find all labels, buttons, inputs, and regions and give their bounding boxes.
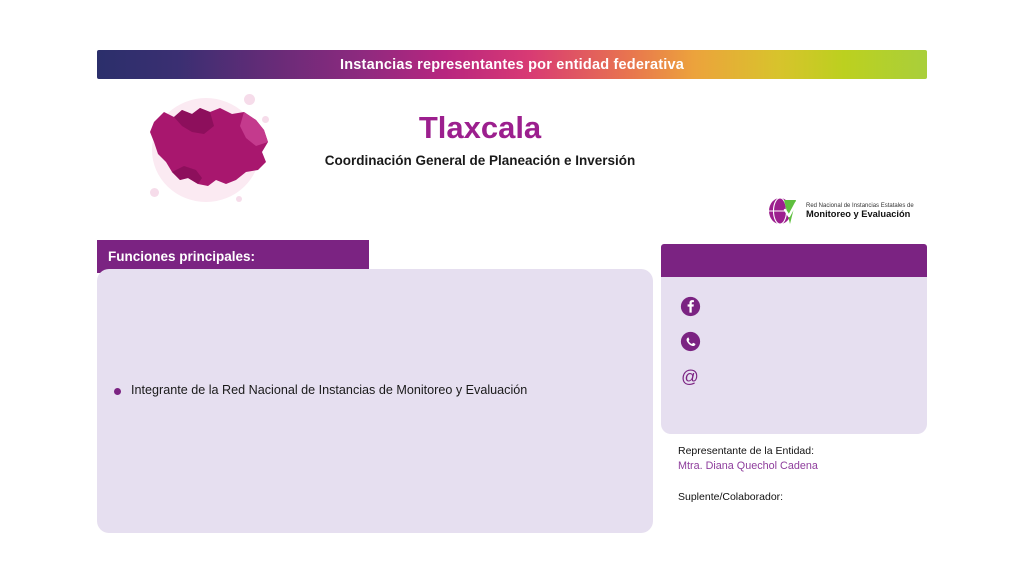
facebook-icon[interactable] — [679, 296, 701, 318]
list-item — [97, 382, 653, 399]
state-name: Tlaxcala — [418, 110, 542, 145]
contact-row-facebook[interactable] — [679, 289, 711, 324]
logo-line2: Monitoreo y Evaluación — [806, 209, 911, 220]
state-dependency: Coordinación General de Planeación e Inversión — [324, 153, 636, 168]
substitute-block — [678, 490, 938, 505]
list-item-text: Integrante de la Red Nacional de Instancias de Monitoreo y Evaluación — [131, 383, 528, 397]
whatsapp-icon[interactable] — [679, 331, 701, 353]
contact-rows — [679, 289, 711, 394]
logo-line1: Red Nacional de Instancias Estatales de — [806, 202, 914, 209]
funciones-principales-panel — [97, 269, 653, 533]
header-banner — [97, 50, 927, 79]
contact-panel — [661, 277, 927, 434]
red-nacional-logo-icon — [766, 194, 800, 228]
substitute-label: Suplente/Colaborador: — [678, 491, 784, 503]
logo-text — [806, 203, 914, 220]
red-nacional-logo — [766, 193, 928, 229]
state-map-illustration — [140, 92, 290, 210]
funciones-principales-label: Funciones principales: — [108, 249, 256, 264]
representative-name: Mtra. Diana Quechol Cadena — [678, 460, 818, 473]
svg-text:@: @ — [681, 366, 699, 386]
contact-row-whatsapp[interactable] — [679, 324, 711, 359]
contact-panel-header — [661, 244, 927, 277]
email-icon[interactable] — [679, 366, 701, 388]
bullet-icon — [114, 388, 121, 395]
tlaxcala-state-map-icon — [140, 92, 290, 210]
representative-block — [678, 444, 938, 475]
funciones-list — [97, 382, 653, 407]
representative-label: Representante de la Entidad: — [678, 445, 815, 457]
contact-row-email[interactable] — [679, 359, 711, 394]
page-title: Instancias representantes por entidad federativa — [339, 56, 685, 73]
